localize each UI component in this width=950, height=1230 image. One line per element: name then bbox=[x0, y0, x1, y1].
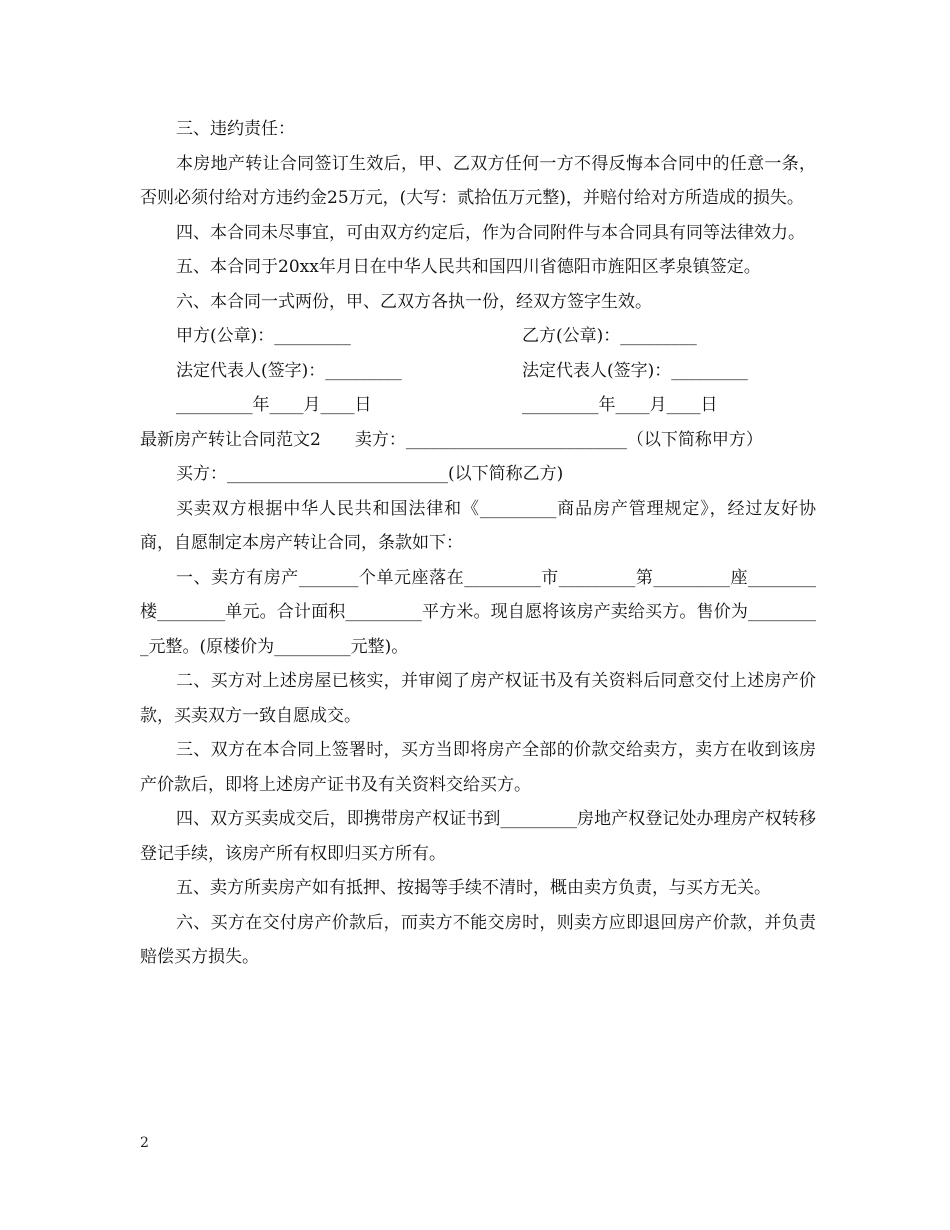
party-b-representative: 法定代表人(签字)：_________ bbox=[522, 360, 748, 381]
paragraph-clause-4: 四、双方买卖成交后，即携带房产权证书到_________房地产权登记处办理房产权转移登记手续，该房产所有权即归买方所有。 bbox=[140, 809, 816, 864]
party-a-seal: 甲方(公章)：_________ bbox=[176, 326, 351, 346]
paragraph-breach-terms: 本房地产转让合同签订生效后，甲、乙双方任何一方不得反悔本合同中的任意一条，否则必须付给对方违约金25万元，(大写：贰拾伍万元整)，并赔付给对方所造成的损失。 bbox=[140, 153, 816, 208]
page-number: 2 bbox=[140, 1135, 149, 1151]
document-body bbox=[140, 112, 816, 975]
paragraph-second-template-seller: 最新房产转让合同范文2 卖方：__________________________（以下简称甲方） bbox=[140, 429, 763, 450]
party-b-seal: 乙方(公章)：_________ bbox=[522, 326, 697, 346]
paragraph-copies: 六、本合同一式两份，甲、乙双方各执一份，经双方签字生效。 bbox=[176, 291, 652, 312]
party-a-representative: 法定代表人(签字)：_________ bbox=[176, 360, 402, 381]
signature-row-representative bbox=[140, 354, 816, 389]
signature-row-seal bbox=[140, 319, 816, 354]
paragraph-breach-heading: 三、违约责任： bbox=[176, 119, 295, 139]
paragraph-clause-5: 五、卖方所卖房产如有抵押、按揭等手续不清时，概由卖方负责，与买方无关。 bbox=[176, 878, 771, 898]
signature-row-date bbox=[140, 388, 816, 423]
paragraph-clause-3: 三、双方在本合同上签署时，买方当即将房产全部的价款交给卖方，卖方在收到该房产价款后，即将上述房产证书及有关资料交给买方。 bbox=[140, 740, 816, 795]
paragraph-signing-place: 五、本合同于20xx年月日在中华人民共和国四川省德阳市旌阳区孝泉镇签定。 bbox=[176, 257, 761, 277]
paragraph-legal-basis: 买卖双方根据中华人民共和国法律和《_________商品房产管理规定》，经过友好协商，自愿制定本房产转让合同，条款如下： bbox=[140, 498, 816, 553]
paragraph-buyer: 买方：__________________________(以下简称乙方) bbox=[176, 464, 564, 484]
paragraph-clause-1: 一、卖方有房产_______个单元座落在_________市_________第_________座________楼________单元。合计面积_________平方米。现自愿将该房产卖给买方。售价为_________元整。(原楼价为_________元整)。 bbox=[140, 567, 816, 657]
paragraph-clause-6: 六、买方在交付房产价款后，而卖方不能交房时，则卖方应即退回房产价款，并负责赔偿买方损失。 bbox=[140, 912, 816, 967]
paragraph-clause-2: 二、买方对上述房屋已核实，并审阅了房产权证书及有关资料后同意交付上述房产价款，买卖双方一致自愿成交。 bbox=[140, 671, 816, 726]
paragraph-unresolved-matters: 四、本合同未尽事宜，可由双方约定后，作为合同附件与本合同具有同等法律效力。 bbox=[176, 222, 805, 243]
party-a-date: _________年____月____日 bbox=[176, 395, 372, 415]
party-b-date: _________年____月____日 bbox=[522, 395, 718, 415]
